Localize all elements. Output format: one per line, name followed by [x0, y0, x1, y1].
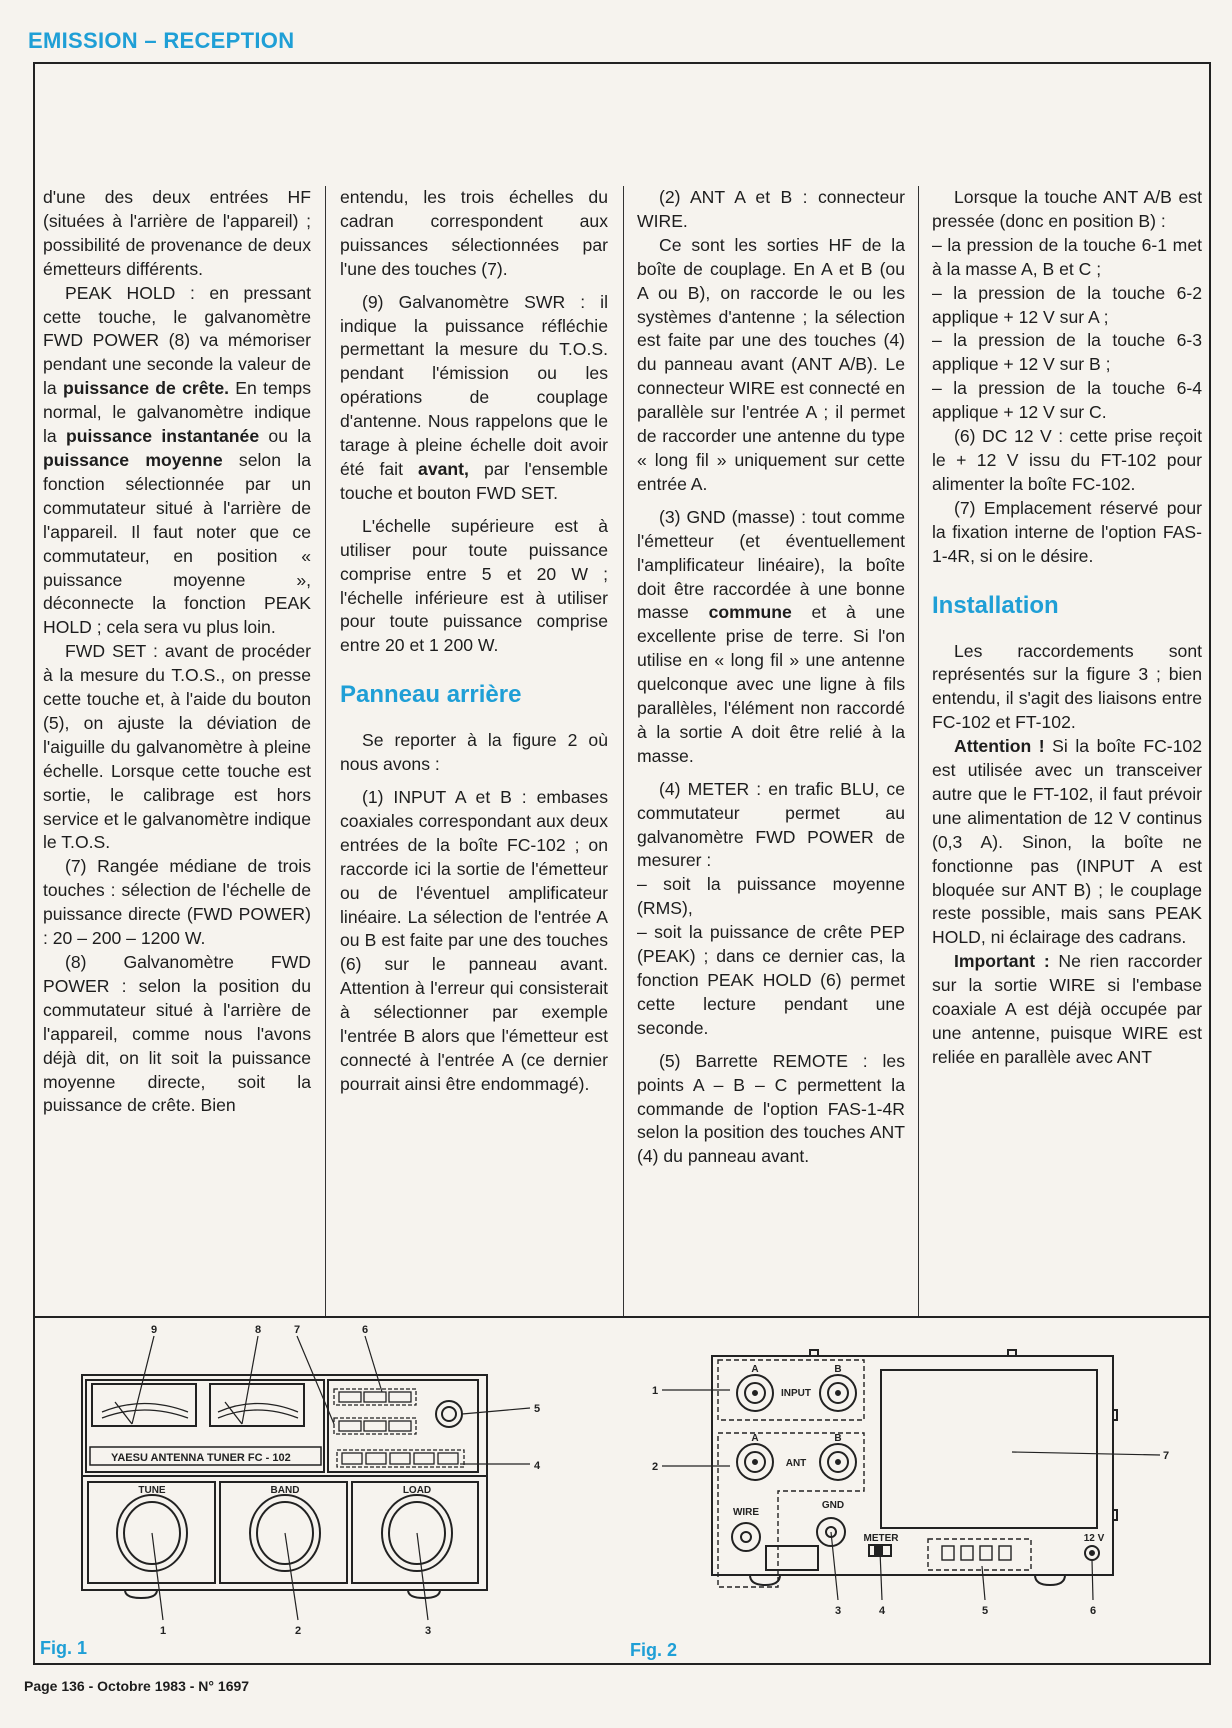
fig1-callout: 2 [294, 1625, 302, 1637]
fig2-wire-label: WIRE [732, 1507, 760, 1518]
fig2-callout: 5 [981, 1605, 989, 1617]
text-run: – la pression de la touche 6-4 applique + 12 V sur C. [932, 378, 1202, 423]
bold-text: Attention ! [954, 736, 1045, 757]
bold-text: puissance instantanée [66, 426, 260, 447]
text-run: selon la fonction sélectionnée par un commutateur situé à l'arrière de l'appareil. Il faut noter que ce commutateur, en position « puissance moyenne », déconnecte la fonction PEAK HOLD ; cela sera vu plus loin. [43, 449, 311, 638]
text-run: entendu, les trois échelles du cadran correspondent aux puissances sélectionnées par l'une des touches (7). [340, 187, 608, 279]
text-run: (1) INPUT A et B : embases coaxiales correspondant aux deux entrées de la boîte FC-102 ; on raccorde ici la sortie de l'émetteur ou de l'éventuel amplificateur linéaire. La sélection de l'entrée A ou B est faite par une des touches (6) sur le panneau avant. Attention à l'erreur qui consisterait à sélectionner par exemple l'entrée B alors que l'émetteur est connecté à l'entrée A (ce dernier pourrait ainsi être endommagé). [340, 787, 608, 1094]
fig1-knob-label: TUNE [138, 1485, 166, 1496]
text-run: FWD SET : avant de procéder à la mesure du T.O.S., on presse cette touche et, à l'aide du bouton (5), on ajuste la déviation de l'aiguille du galvanomètre à pleine échelle. Lorsque cette touche est sortie, le calibrage est hors service et le galvanomètre indique le T.O.S. [43, 641, 311, 853]
fig1-knob-label: BAND [270, 1485, 300, 1496]
fig2-callout: 4 [878, 1605, 886, 1617]
bold-text: Important : [954, 951, 1050, 972]
fig1-caption: Fig. 1 [40, 1638, 88, 1658]
fig1-callout: 1 [159, 1625, 167, 1637]
text-run: – la pression de la touche 6-1 met à la masse A, B et C ; [932, 234, 1202, 279]
section-header: EMISSION – RECEPTION [28, 28, 295, 53]
text-run: (9) Galvanomètre SWR : il indique la puissance réfléchie permettant la mesure du T.O.S. pendant l'émission ou les opérations de couplage d'antenne. Nous rappelons que le tarage à pleine échelle doit avoir été fait [340, 291, 608, 479]
text-run: (8) Galvanomètre FWD POWER : selon la position du commutateur situé à l'arrière de l'appareil, comme nous l'avons déjà dit, on lit soit la puissance moyenne directe, soit la puissance de crête. Bien [43, 952, 311, 1116]
text-run: (5) Barrette REMOTE : les points A – B – C permettent la commande de l'option FAS-1-4R selon la position des touches ANT (4) du panneau avant. [637, 1050, 905, 1167]
text-run: et à une excellente prise de terre. Si l'on utilise en « long fil » une antenne quelconque avec une ligne à fils parallèles, l'élément non raccordé à la sortie A doit être relié à la masse. [637, 602, 905, 766]
fig2-input-label: INPUT [781, 1388, 811, 1399]
fig1-panel-label: YAESU ANTENNA TUNER FC - 102 [111, 1452, 291, 1464]
text-run: Installation [932, 591, 1059, 619]
bold-text: commune [708, 602, 792, 623]
fig2-rear-panel-drawing [662, 1350, 1160, 1600]
fig1-callout: 7 [293, 1324, 301, 1336]
fig2-gnd-label: GND [821, 1500, 845, 1511]
fig1-callout: 9 [150, 1324, 158, 1336]
fig2-12v-label: 12 V [1083, 1533, 1105, 1544]
text-run: – soit la puissance de crête PEP (PEAK) ; dans ce dernier cas, la fonction PEAK HOLD (6) permet cette lecture pendant une seconde. [637, 922, 905, 1038]
text-run: Ne rien raccorder sur la sortie WIRE si l'embase coaxiale A est déjà occupée par une antenne, puisque WIRE est reliée en parallèle avec ANT [932, 951, 1202, 1067]
text-run: (3) GND (masse) : tout comme l'émetteur (et éventuellement l'amplificateur linéaire), la boîte doit être raccordée à une bonne masse [637, 506, 905, 623]
text-run: Si la boîte FC-102 est utilisée avec un transceiver autre que le FT-102, il faut prévoir une alimentation de 12 V continus (0,3 A). Sinon, la boîte ne fonctionne pas (INPUT A est bloquée sur ANT B) ; le couplage reste possible, mais sans PEAK HOLD, ni éclairage des cadrans. [932, 736, 1202, 948]
bold-text: puissance de crête. [62, 378, 230, 399]
fig2-a-label: A [751, 1364, 759, 1375]
fig1-callout: 5 [533, 1403, 541, 1415]
text-run: (6) DC 12 V : cette prise reçoit le + 12 V issu du FT-102 pour alimenter la boîte FC-102. [932, 426, 1202, 494]
text-run: (7) Rangée médiane de trois touches : sélection de l'échelle de puissance directe (FWD POWER) : 20 – 200 – 1200 W. [43, 856, 311, 949]
text-run: (2) ANT A et B : connecteur WIRE. [637, 187, 905, 231]
fig2-callout: 6 [1089, 1605, 1097, 1617]
fig1-callout: 4 [533, 1460, 541, 1472]
text-run: ou la [259, 426, 311, 447]
fig2-callout: 7 [1162, 1450, 1170, 1462]
fig2-b-label: B [834, 1364, 842, 1375]
fig2-callout: 2 [651, 1461, 659, 1473]
text-run: (7) Emplacement réservé pour la fixation interne de l'option FAS-1-4R, si on le désire. [932, 497, 1202, 566]
text-run: PEAK HOLD : en pressant cette touche, le galvanomètre FWD POWER (8) va mémoriser pendant une seconde la valeur de la [43, 282, 311, 399]
fig1-callout: 3 [424, 1625, 432, 1637]
text-run: d'une des deux entrées HF (situées à l'arrière de l'appareil) ; possibilité de provenance de deux émetteurs différents. [43, 187, 311, 279]
fig1-callout: 6 [361, 1324, 369, 1336]
text-run: Lorsque la touche ANT A/B est pressée (donc en position B) : [932, 187, 1202, 231]
fig2-callout: 3 [834, 1605, 842, 1617]
fig2-ant-label: ANT [785, 1458, 807, 1469]
fig1-knob-label: LOAD [402, 1485, 432, 1496]
text-run: Se reporter à la figure 2 où nous avons : [340, 730, 608, 775]
bold-text: puissance moyenne [43, 449, 223, 470]
fig1-front-panel-drawing [82, 1336, 530, 1620]
text-run: (4) METER : en trafic BLU, ce commutateur permet au galvanomètre FWD POWER de mesurer : [637, 778, 905, 871]
text-run: L'échelle supérieure est à utiliser pour toute puissance comprise entre 5 et 20 W ; l'échelle inférieure est à utiliser pour toute puissance comprise entre 20 et 1 200 W. [340, 515, 608, 656]
page-footer: Page 136 - Octobre 1983 - N° 1697 [24, 1678, 250, 1694]
text-run: – la pression de la touche 6-2 applique + 12 V sur A ; [932, 282, 1202, 327]
text-run: Panneau arrière [340, 681, 522, 709]
fig2-b-label: B [834, 1433, 842, 1444]
text-run: – la pression de la touche 6-3 applique + 12 V sur B ; [932, 330, 1202, 375]
text-run: Ce sont les sorties HF de la boîte de couplage. En A et B (ou A ou B), on raccorde le ou les systèmes d'antenne ; la sélection est faite par une des touches (4) du panneau avant (ANT A/B). Le connecteur WIRE est connecté en parallèle sur l'entrée A ; il permet de raccorder une antenne du type « long fil » uniquement sur cette entrée A. [637, 234, 905, 494]
fig2-meter-label: METER [863, 1533, 899, 1544]
fig2-callout: 1 [651, 1385, 659, 1397]
text-run: En temps normal, le galvanomètre indique la [43, 378, 311, 447]
fig1-callout: 8 [254, 1324, 262, 1336]
fig2-a-label: A [751, 1433, 759, 1444]
fig2-caption: Fig. 2 [630, 1640, 678, 1660]
text-run: Les raccordements sont représentés sur la figure 3 ; bien entendu, il s'agit des liaisons entre FC-102 et FT-102. [932, 640, 1202, 733]
text-run: par l'ensemble touche et bouton FWD SET. [340, 458, 608, 503]
bold-text: avant, [418, 458, 469, 479]
text-run: – soit la puissance moyenne (RMS), [637, 874, 905, 919]
